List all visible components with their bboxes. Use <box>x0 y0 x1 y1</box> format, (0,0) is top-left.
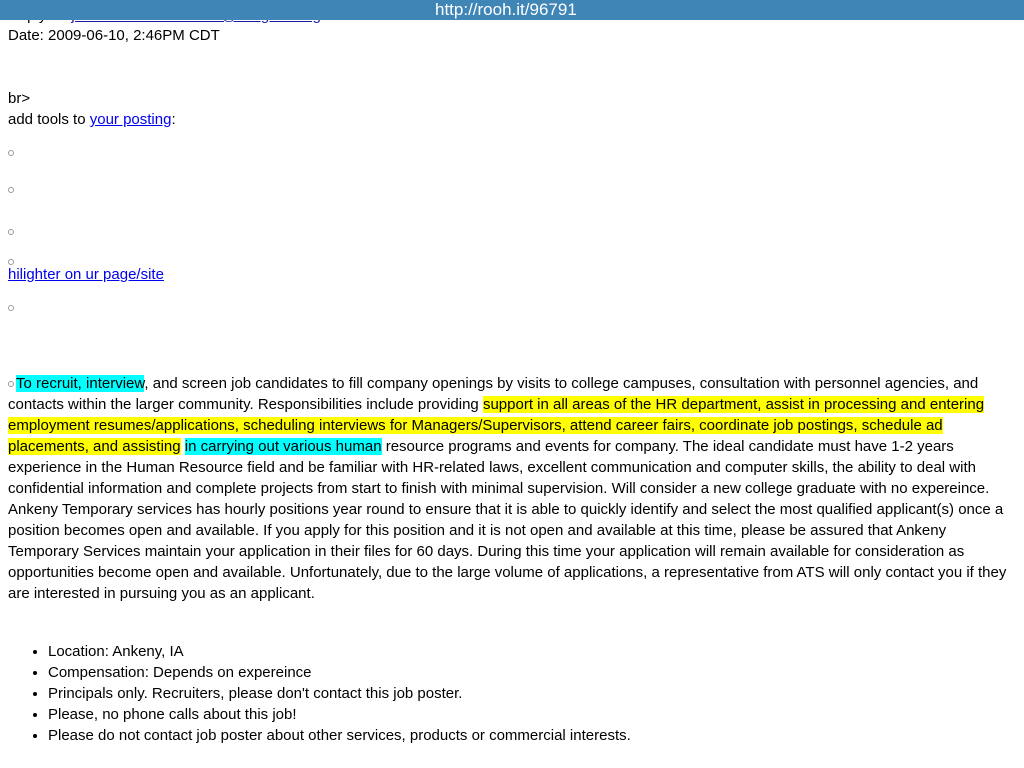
highlight-cyan: To recruit, interview <box>16 375 145 392</box>
list-item: • Principals only. Recruiters, please don't contact this job poster. <box>48 683 631 704</box>
add-tools-line <box>8 109 176 130</box>
add-tools-prefix: add tools to <box>8 111 90 128</box>
empty-bullet-icon <box>8 150 14 156</box>
short-url[interactable]: http://rooh.it/96791 <box>435 0 577 19</box>
stray-text: br> <box>8 90 31 107</box>
your-posting-link[interactable]: your posting <box>89 111 172 128</box>
hilighter-line <box>8 264 164 285</box>
empty-bullet-icon <box>8 187 14 193</box>
list-item: • Please, no phone calls about this job! <box>48 704 631 725</box>
description-text: resource programs and events for company. The ideal candidate must have 1-2 years experience in the Human Resource field and be familiar with HR-related laws, excellent communication and computer skills, the ability to deal with confidential information and complete projects from start to finish with minimal supervision. Will consider a new college graduate with no expereince. Ankeny Temporary services has hourly positions year round to ensure that it is able to quickly identify and select the most qualified applicant(s) once a position becomes open and available. If you apply for this position and it is not open and available at this time, please be assured that Ankeny Temporary Services maintain your application in their files for 60 days. During this time your application will remain available for consideration as opportunities become open and available. Unfortunately, due to the large volume of applications, a representative from ATS will only contact you if they are interested in pursuing you as an applicant. <box>8 438 1007 602</box>
description-text: , and screen job candidates to fill company openings by visits to college campuses, consultation with personnel agencies, and contacts within the larger community. Responsibilities include providing <box>8 375 979 413</box>
url-banner <box>0 0 1024 20</box>
list-item: • Location: Ankeny, IA <box>48 641 631 662</box>
highlight-yellow: support in all areas of the HR department, assist in processing and entering employment resumes/applications, scheduling interviews for Managers/Supervisors, attend career fairs, coordinate job postings, schedule ad placements, and assisting <box>8 396 985 455</box>
empty-bullet-icon <box>8 305 14 311</box>
hilighter-link[interactable]: hilighter on ur page/site <box>8 266 164 283</box>
empty-bullet-icon <box>8 229 14 235</box>
job-details-list <box>8 641 631 746</box>
add-tools-suffix: : <box>171 111 176 128</box>
list-item: • Please do not contact job poster about other services, products or commercial interests. <box>48 725 631 746</box>
posting-date: Date: 2009-06-10, 2:46PM CDT <box>8 27 220 44</box>
job-description <box>8 373 1016 604</box>
list-item: • Compensation: Depends on expereince <box>48 662 631 683</box>
highlight-cyan: in carrying out various human <box>184 438 382 455</box>
paragraph-bullet-icon <box>8 381 14 387</box>
